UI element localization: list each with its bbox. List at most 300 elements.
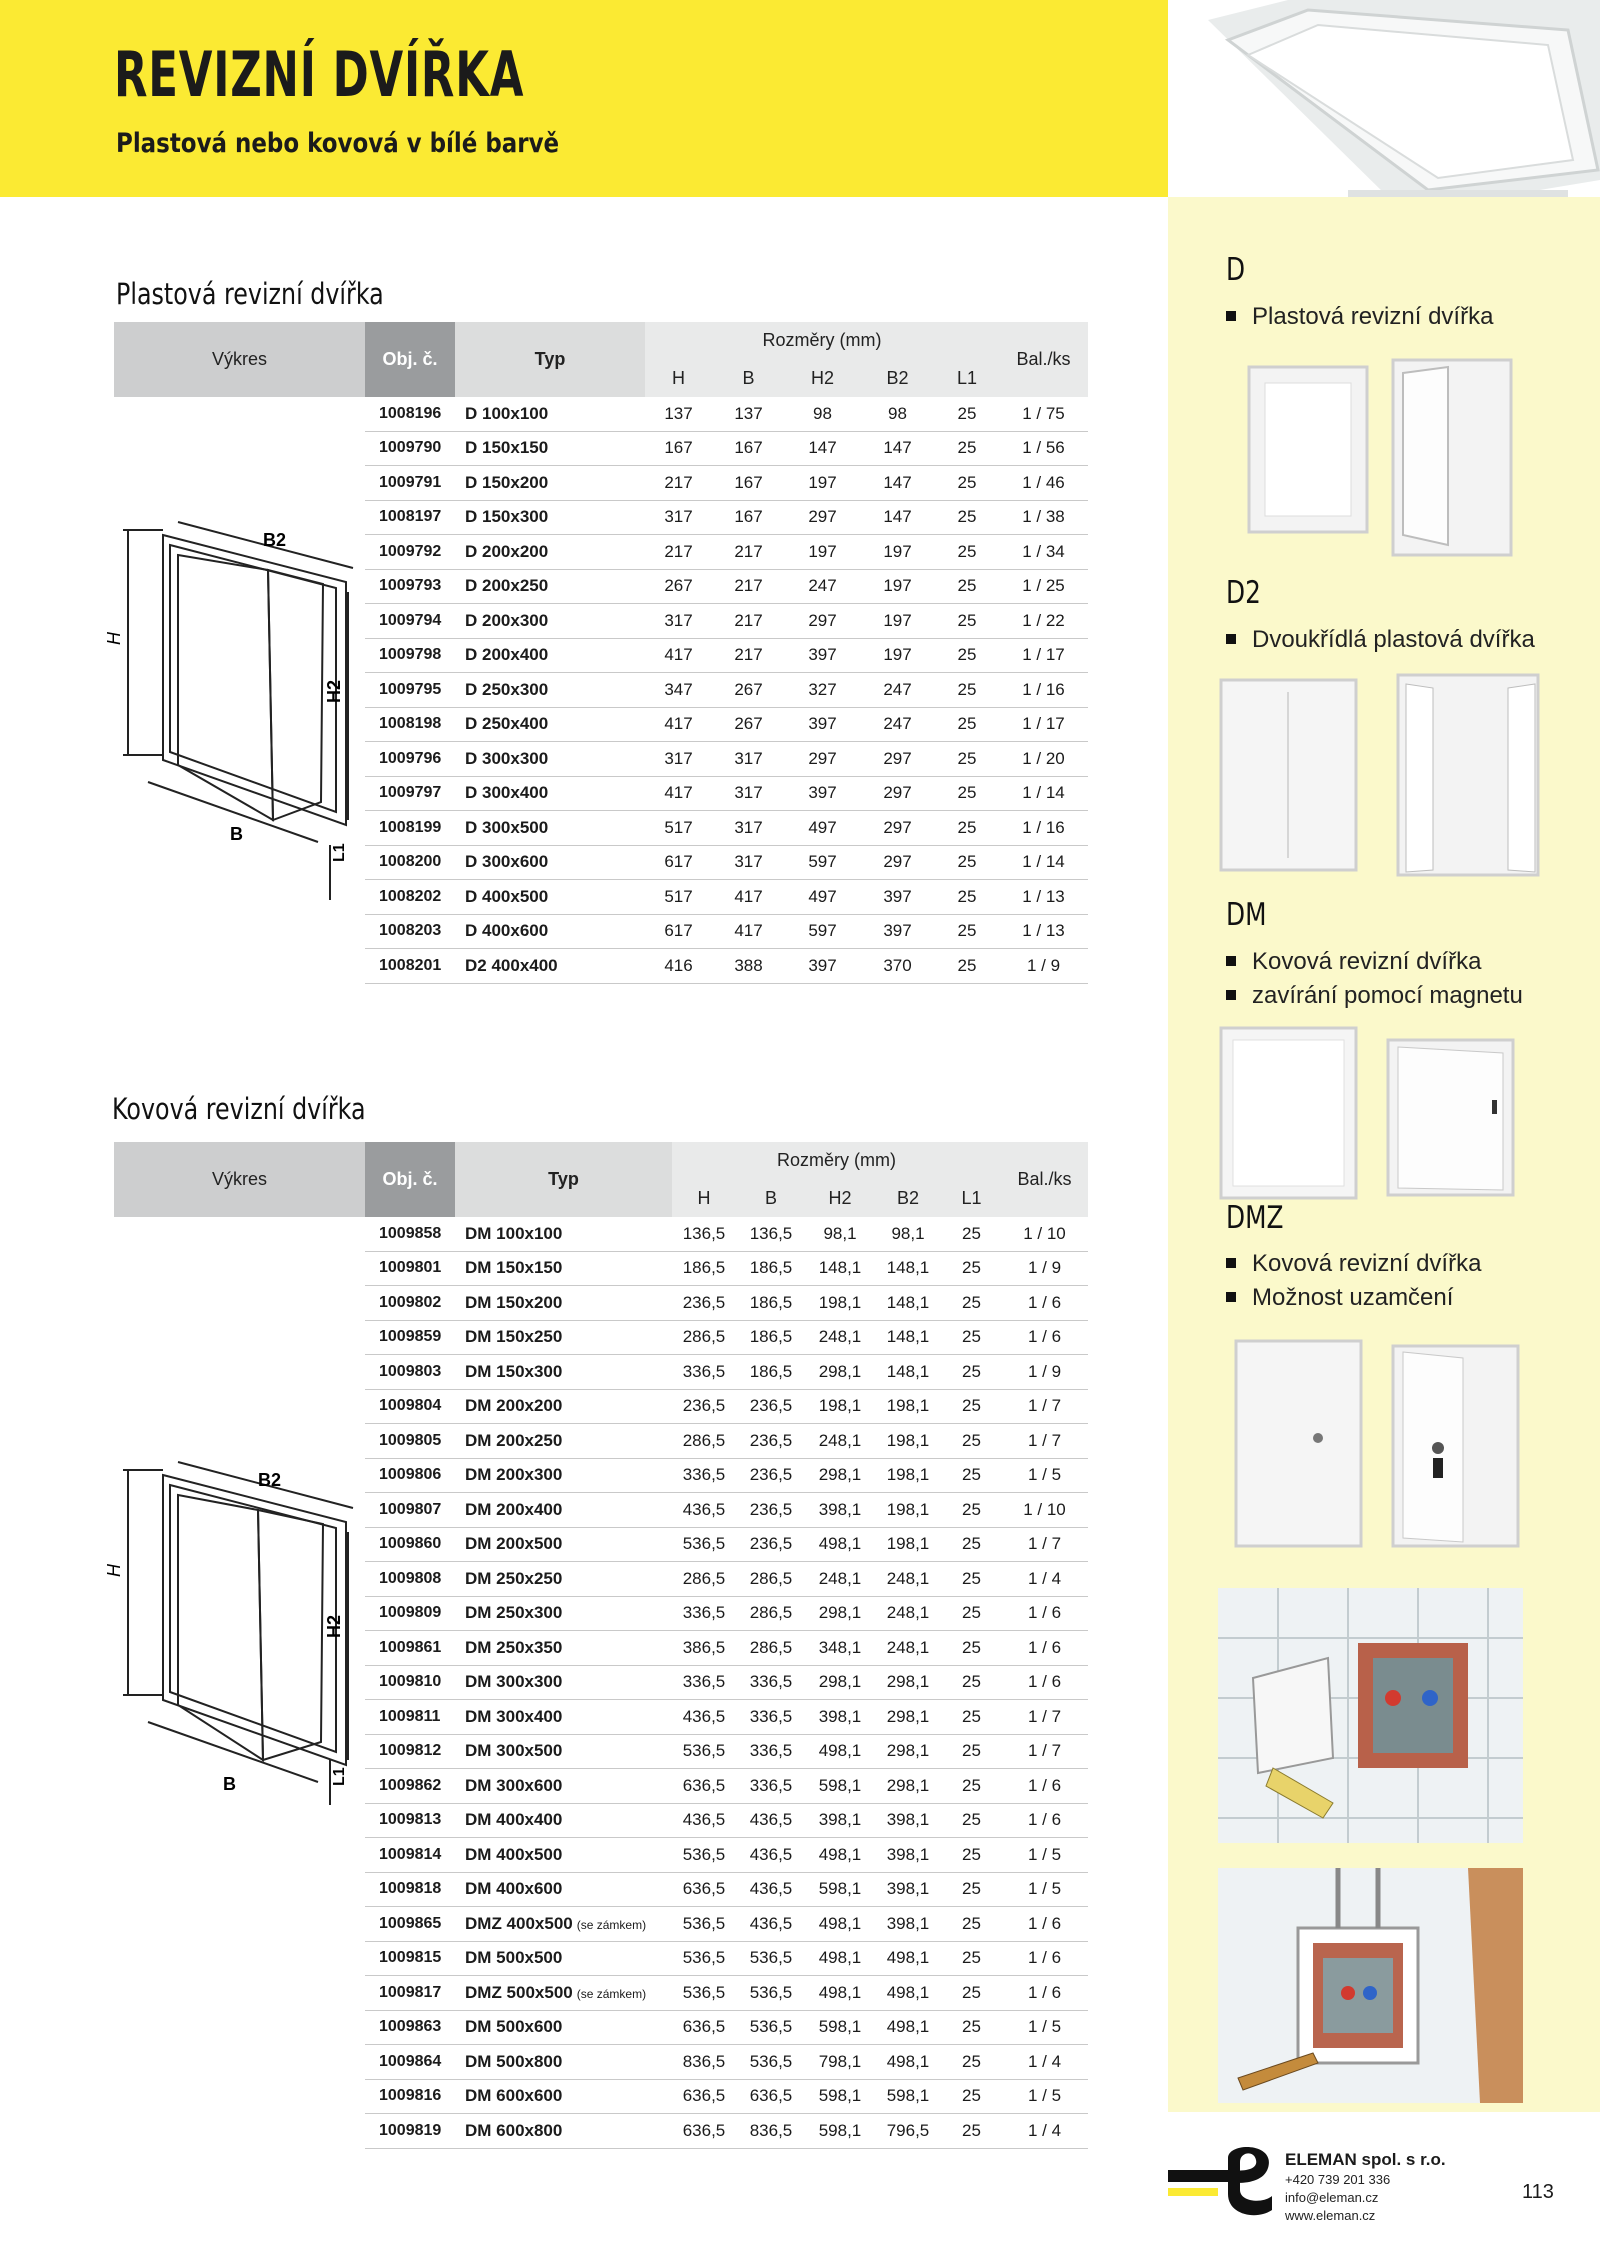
value-cell: 598,1: [806, 2010, 874, 2045]
bullet-icon: [1226, 990, 1236, 1000]
value-cell: 398,1: [806, 1700, 874, 1735]
value-cell: 247: [860, 707, 935, 742]
value-cell: 1 / 56: [999, 431, 1088, 466]
value-cell: 317: [712, 742, 785, 777]
value-cell: 25: [942, 1527, 1001, 1562]
value-cell: 1 / 6: [1001, 1665, 1088, 1700]
value-cell: 636,5: [672, 1769, 736, 1804]
value-cell: 436,5: [736, 1872, 806, 1907]
drawing-cell: [114, 2010, 365, 2045]
type-label: DM 300x400: [465, 1706, 563, 1726]
value-cell: 25: [942, 1769, 1001, 1804]
sidebar-head-d2: D2: [1226, 575, 1261, 611]
value-cell: 25: [942, 1976, 1001, 2011]
bullet-icon: [1226, 634, 1236, 644]
order-number-cell: 1009806: [365, 1458, 455, 1493]
sidebar-head-dm: DM: [1226, 897, 1267, 933]
drawing-cell: [114, 1217, 365, 1251]
table-row: [114, 1286, 1088, 1321]
order-number-cell: 1009818: [365, 1872, 455, 1907]
type-cell: [455, 1493, 672, 1528]
value-cell: 98: [785, 397, 860, 431]
value-cell: 636,5: [672, 2079, 736, 2114]
col-header-b2: B2: [860, 359, 935, 397]
value-cell: 336,5: [736, 1700, 806, 1735]
value-cell: 636,5: [736, 2079, 806, 2114]
value-cell: 536,5: [736, 2010, 806, 2045]
sidebar-bullet: Plastová revizní dvířka: [1226, 303, 1493, 331]
sidebar-bullet: zavírání pomocí magnetu: [1226, 982, 1523, 1010]
value-cell: 217: [712, 638, 785, 673]
drawing-cell: [114, 1355, 365, 1390]
drawing-cell: [114, 1424, 365, 1459]
drawing-label-b: B: [223, 1774, 236, 1794]
bullet-icon: [1226, 956, 1236, 966]
value-cell: 25: [942, 1596, 1001, 1631]
value-cell: 498,1: [806, 1941, 874, 1976]
type-label: DM 250x350: [465, 1637, 563, 1657]
value-cell: 25: [942, 1286, 1001, 1321]
value-cell: 297: [785, 500, 860, 535]
value-cell: 197: [860, 535, 935, 570]
value-cell: 25: [935, 397, 999, 431]
col-header-b: B: [736, 1179, 806, 1217]
bullet-icon: [1226, 311, 1236, 321]
value-cell: 317: [645, 604, 712, 639]
order-number-cell: 1009865: [365, 1907, 455, 1942]
drawing-cell: [114, 397, 365, 431]
value-cell: 267: [712, 707, 785, 742]
drawing-label-l1: L1: [331, 1767, 348, 1786]
value-cell: 298,1: [874, 1769, 942, 1804]
value-cell: 298,1: [874, 1700, 942, 1735]
value-cell: 317: [712, 776, 785, 811]
value-cell: 267: [712, 673, 785, 708]
value-cell: 25: [935, 707, 999, 742]
order-number-cell: 1009816: [365, 2079, 455, 2114]
value-cell: 248,1: [806, 1424, 874, 1459]
order-number-cell: 1008196: [365, 397, 455, 431]
value-cell: 497: [785, 811, 860, 846]
value-cell: 498,1: [806, 1734, 874, 1769]
value-cell: 217: [645, 466, 712, 501]
value-cell: 186,5: [672, 1251, 736, 1286]
value-cell: 25: [942, 1458, 1001, 1493]
value-cell: 416: [645, 949, 712, 984]
value-cell: 286,5: [672, 1320, 736, 1355]
drawing-cell: [114, 1976, 365, 2011]
table-row: [114, 1217, 1088, 1251]
value-cell: 297: [860, 845, 935, 880]
order-number-cell: 1009808: [365, 1562, 455, 1597]
value-cell: 1 / 5: [1001, 1458, 1088, 1493]
value-cell: 398,1: [806, 1803, 874, 1838]
type-cell: D 300x400: [455, 776, 645, 811]
value-cell: 517: [645, 880, 712, 915]
value-cell: 617: [645, 914, 712, 949]
order-number-cell: 1009819: [365, 2114, 455, 2149]
order-number-cell: 1009813: [365, 1803, 455, 1838]
type-label: DMZ 500x500: [465, 1982, 573, 2002]
value-cell: 498,1: [806, 1976, 874, 2011]
value-cell: 397: [860, 880, 935, 915]
col-header-l1: L1: [935, 359, 999, 397]
type-cell: [455, 1872, 672, 1907]
order-number-cell: 1009864: [365, 2045, 455, 2080]
value-cell: 137: [645, 397, 712, 431]
type-label: DM 600x600: [465, 2086, 563, 2106]
page-title: REVIZNÍ DVÍŘKA: [114, 38, 525, 111]
plastic-section-title: Plastová revizní dvířka: [116, 277, 384, 311]
value-cell: 186,5: [736, 1251, 806, 1286]
type-cell: D 200x250: [455, 569, 645, 604]
value-cell: 198,1: [874, 1389, 942, 1424]
table-row: [114, 2045, 1088, 2080]
drawing-cell: [114, 1320, 365, 1355]
value-cell: 417: [645, 776, 712, 811]
order-number-cell: 1009862: [365, 1769, 455, 1804]
value-cell: 25: [942, 1734, 1001, 1769]
value-cell: 1 / 75: [999, 397, 1088, 431]
value-cell: 1 / 16: [999, 673, 1088, 708]
order-number-cell: 1009863: [365, 2010, 455, 2045]
order-number-cell: 1008203: [365, 914, 455, 949]
type-cell: [455, 2079, 672, 2114]
value-cell: 1 / 9: [1001, 1251, 1088, 1286]
value-cell: 1 / 13: [999, 914, 1088, 949]
value-cell: 498,1: [806, 1527, 874, 1562]
type-label: DM 200x300: [465, 1465, 563, 1485]
order-number-cell: 1008202: [365, 880, 455, 915]
sidebar-head-dmz: DMZ: [1226, 1200, 1284, 1236]
type-label: DM 400x500: [465, 1844, 563, 1864]
value-cell: 248,1: [806, 1562, 874, 1597]
value-cell: 498,1: [806, 1838, 874, 1873]
value-cell: 1 / 6: [1001, 1907, 1088, 1942]
value-cell: 397: [785, 776, 860, 811]
type-label: DM 500x800: [465, 2051, 563, 2071]
type-cell: [455, 1286, 672, 1321]
order-number-cell: 1009805: [365, 1424, 455, 1459]
value-cell: 1 / 9: [1001, 1355, 1088, 1390]
value-cell: 236,5: [736, 1424, 806, 1459]
value-cell: 1 / 6: [1001, 1286, 1088, 1321]
col-header-bal: Bal./ks: [1001, 1142, 1088, 1217]
table-row: [114, 949, 1088, 984]
value-cell: 297: [785, 742, 860, 777]
table-row: [114, 1872, 1088, 1907]
value-cell: 398,1: [874, 1838, 942, 1873]
drawing-cell: [114, 1907, 365, 1942]
table-row: [114, 1389, 1088, 1424]
order-number-cell: 1009807: [365, 1493, 455, 1528]
type-label: DM 300x300: [465, 1672, 563, 1692]
company-email[interactable]: info@eleman.cz: [1285, 2190, 1379, 2205]
col-header-vykres: Výkres: [114, 1142, 365, 1217]
value-cell: 317: [712, 845, 785, 880]
type-cell: D 150x300: [455, 500, 645, 535]
type-label: DM 100x100: [465, 1223, 563, 1243]
value-cell: 298,1: [874, 1734, 942, 1769]
type-label: DM 300x500: [465, 1741, 563, 1761]
type-label: DM 200x500: [465, 1534, 563, 1554]
value-cell: 286,5: [736, 1596, 806, 1631]
value-cell: 248,1: [874, 1631, 942, 1666]
drawing-cell: [114, 466, 365, 501]
page-number: 113: [1522, 2181, 1554, 2203]
value-cell: 536,5: [672, 1976, 736, 2011]
value-cell: 137: [712, 397, 785, 431]
value-cell: 25: [935, 604, 999, 639]
value-cell: 636,5: [672, 2010, 736, 2045]
type-cell: D 100x100: [455, 397, 645, 431]
type-cell: D 300x500: [455, 811, 645, 846]
value-cell: 336,5: [672, 1665, 736, 1700]
value-cell: 236,5: [736, 1389, 806, 1424]
value-cell: 598,1: [806, 1769, 874, 1804]
value-cell: 198,1: [806, 1286, 874, 1321]
value-cell: 1 / 14: [999, 845, 1088, 880]
value-cell: 217: [712, 569, 785, 604]
value-cell: 398,1: [874, 1907, 942, 1942]
value-cell: 198,1: [874, 1493, 942, 1528]
type-cell: [455, 1458, 672, 1493]
value-cell: 186,5: [736, 1320, 806, 1355]
header-band: [0, 0, 1168, 197]
col-header-obj: Obj. č.: [365, 322, 455, 397]
type-cell: [455, 1976, 672, 2011]
value-cell: 386,5: [672, 1631, 736, 1666]
value-cell: 167: [712, 500, 785, 535]
value-cell: 148,1: [806, 1251, 874, 1286]
value-cell: 436,5: [672, 1803, 736, 1838]
value-cell: 286,5: [672, 1562, 736, 1597]
table-row: [114, 397, 1088, 431]
type-label: DM 150x250: [465, 1327, 563, 1347]
table-row: [114, 466, 1088, 501]
value-cell: 598,1: [806, 2114, 874, 2149]
value-cell: 247: [785, 569, 860, 604]
value-cell: 236,5: [736, 1493, 806, 1528]
value-cell: 247: [860, 673, 935, 708]
drawing-cell: [114, 914, 365, 949]
type-cell: [455, 1527, 672, 1562]
value-cell: 1 / 5: [1001, 2010, 1088, 2045]
value-cell: 436,5: [672, 1493, 736, 1528]
value-cell: 236,5: [736, 1527, 806, 1562]
value-cell: 298,1: [806, 1596, 874, 1631]
order-number-cell: 1009810: [365, 1665, 455, 1700]
order-number-cell: 1009803: [365, 1355, 455, 1390]
type-cell: D2 400x400: [455, 949, 645, 984]
type-label: DM 500x500: [465, 1948, 563, 1968]
value-cell: 597: [785, 845, 860, 880]
table-row: [114, 914, 1088, 949]
value-cell: 1 / 7: [1001, 1389, 1088, 1424]
value-cell: 25: [935, 880, 999, 915]
type-cell: [455, 2045, 672, 2080]
type-cell: [455, 1803, 672, 1838]
drawing-cell: [114, 1286, 365, 1321]
type-cell: D 400x600: [455, 914, 645, 949]
value-cell: 217: [712, 604, 785, 639]
value-cell: 398,1: [806, 1493, 874, 1528]
value-cell: 1 / 4: [1001, 1562, 1088, 1597]
value-cell: 136,5: [672, 1217, 736, 1251]
sidebar-bullet: Možnost uzamčení: [1226, 1284, 1453, 1312]
value-cell: 25: [942, 1355, 1001, 1390]
value-cell: 398,1: [874, 1803, 942, 1838]
col-header-l1: L1: [942, 1179, 1001, 1217]
order-number-cell: 1009804: [365, 1389, 455, 1424]
value-cell: 796,5: [874, 2114, 942, 2149]
value-cell: 25: [935, 673, 999, 708]
table-row: [114, 1320, 1088, 1355]
col-header-b: B: [712, 359, 785, 397]
order-number-cell: 1008200: [365, 845, 455, 880]
company-name: ELEMAN spol. s r.o.: [1285, 2150, 1446, 2169]
value-cell: 1 / 5: [1001, 2079, 1088, 2114]
hero-door-image: [1168, 0, 1600, 197]
table-row: [114, 2079, 1088, 2114]
product-photo-dmz: [1233, 1338, 1523, 1558]
value-cell: 498,1: [806, 1907, 874, 1942]
table-row: [114, 1941, 1088, 1976]
order-number-cell: 1009859: [365, 1320, 455, 1355]
value-cell: 1 / 20: [999, 742, 1088, 777]
value-cell: 1 / 7: [1001, 1527, 1088, 1562]
value-cell: 25: [942, 1872, 1001, 1907]
order-number-cell: 1009796: [365, 742, 455, 777]
value-cell: 1 / 9: [999, 949, 1088, 984]
table-row: [114, 431, 1088, 466]
company-web[interactable]: www.eleman.cz: [1285, 2208, 1376, 2223]
sidebar-bullet: Kovová revizní dvířka: [1226, 948, 1481, 976]
value-cell: 597: [785, 914, 860, 949]
drawing-label-h: H: [104, 1564, 124, 1577]
value-cell: 217: [712, 535, 785, 570]
order-number-cell: 1009795: [365, 673, 455, 708]
type-label: DM 200x250: [465, 1430, 563, 1450]
value-cell: 25: [935, 845, 999, 880]
value-cell: 25: [942, 1941, 1001, 1976]
order-number-cell: 1009861: [365, 1631, 455, 1666]
value-cell: 298,1: [806, 1665, 874, 1700]
value-cell: 148,1: [874, 1251, 942, 1286]
value-cell: 1 / 7: [1001, 1424, 1088, 1459]
value-cell: 25: [935, 466, 999, 501]
installation-illustration-1: [1218, 1588, 1523, 1848]
drawing-cell: [114, 1251, 365, 1286]
table-row: [114, 1355, 1088, 1390]
value-cell: 536,5: [672, 1941, 736, 1976]
type-cell: [455, 1631, 672, 1666]
value-cell: 147: [785, 431, 860, 466]
value-cell: 1 / 6: [1001, 1596, 1088, 1631]
drawing-label-b2: B2: [263, 530, 287, 550]
value-cell: 197: [785, 466, 860, 501]
type-label: DM 500x600: [465, 2017, 563, 2037]
type-cell: D 200x400: [455, 638, 645, 673]
value-cell: 198,1: [806, 1389, 874, 1424]
table-row: [114, 1907, 1088, 1942]
value-cell: 298,1: [806, 1355, 874, 1390]
value-cell: 25: [935, 776, 999, 811]
product-photo-dm: [1218, 1025, 1518, 1210]
order-number-cell: 1009790: [365, 431, 455, 466]
value-cell: 1 / 4: [1001, 2114, 1088, 2149]
value-cell: 25: [942, 1803, 1001, 1838]
value-cell: 398,1: [874, 1872, 942, 1907]
metal-section-title: Kovová revizní dvířka: [112, 1092, 366, 1126]
value-cell: 25: [942, 1700, 1001, 1735]
value-cell: 148,1: [874, 1320, 942, 1355]
type-cell: [455, 1941, 672, 1976]
value-cell: 148,1: [874, 1355, 942, 1390]
drawing-cell: [114, 949, 365, 984]
table-row: [114, 1424, 1088, 1459]
value-cell: 25: [942, 2114, 1001, 2149]
type-cell: [455, 1217, 672, 1251]
value-cell: 536,5: [736, 2045, 806, 2080]
type-label: DM 200x400: [465, 1499, 563, 1519]
value-cell: 217: [645, 535, 712, 570]
type-cell: [455, 1562, 672, 1597]
order-number-cell: 1008199: [365, 811, 455, 846]
value-cell: 25: [935, 949, 999, 984]
type-cell: [455, 2114, 672, 2149]
drawing-cell: [114, 1941, 365, 1976]
value-cell: 25: [935, 914, 999, 949]
value-cell: 186,5: [736, 1355, 806, 1390]
metal-door-drawing: [104, 1460, 358, 1815]
value-cell: 336,5: [672, 1596, 736, 1631]
order-number-cell: 1009802: [365, 1286, 455, 1321]
value-cell: 1 / 6: [1001, 1769, 1088, 1804]
value-cell: 167: [712, 466, 785, 501]
value-cell: 25: [942, 1217, 1001, 1251]
value-cell: 286,5: [736, 1562, 806, 1597]
value-cell: 297: [860, 811, 935, 846]
type-label: DM 400x600: [465, 1879, 563, 1899]
value-cell: 25: [942, 1424, 1001, 1459]
drawing-cell: [114, 2045, 365, 2080]
value-cell: 197: [785, 535, 860, 570]
type-label: DM 250x250: [465, 1568, 563, 1588]
table-row: [114, 1838, 1088, 1873]
type-cell: [455, 1320, 672, 1355]
value-cell: 636,5: [672, 2114, 736, 2149]
drawing-label-h2: H2: [324, 1614, 344, 1638]
drawing-label-b2: B2: [258, 1470, 282, 1490]
value-cell: 25: [935, 500, 999, 535]
value-cell: 1 / 17: [999, 707, 1088, 742]
type-cell: [455, 1700, 672, 1735]
value-cell: 397: [860, 914, 935, 949]
value-cell: 836,5: [672, 2045, 736, 2080]
col-header-vykres: Výkres: [114, 322, 365, 397]
value-cell: 317: [645, 500, 712, 535]
lock-note: (se zámkem): [576, 1917, 647, 1932]
value-cell: 1 / 6: [1001, 1976, 1088, 2011]
order-number-cell: 1009792: [365, 535, 455, 570]
value-cell: 197: [860, 604, 935, 639]
value-cell: 1 / 13: [999, 880, 1088, 915]
table-row: [114, 2114, 1088, 2149]
value-cell: 25: [942, 1907, 1001, 1942]
value-cell: 1 / 25: [999, 569, 1088, 604]
value-cell: 147: [860, 500, 935, 535]
